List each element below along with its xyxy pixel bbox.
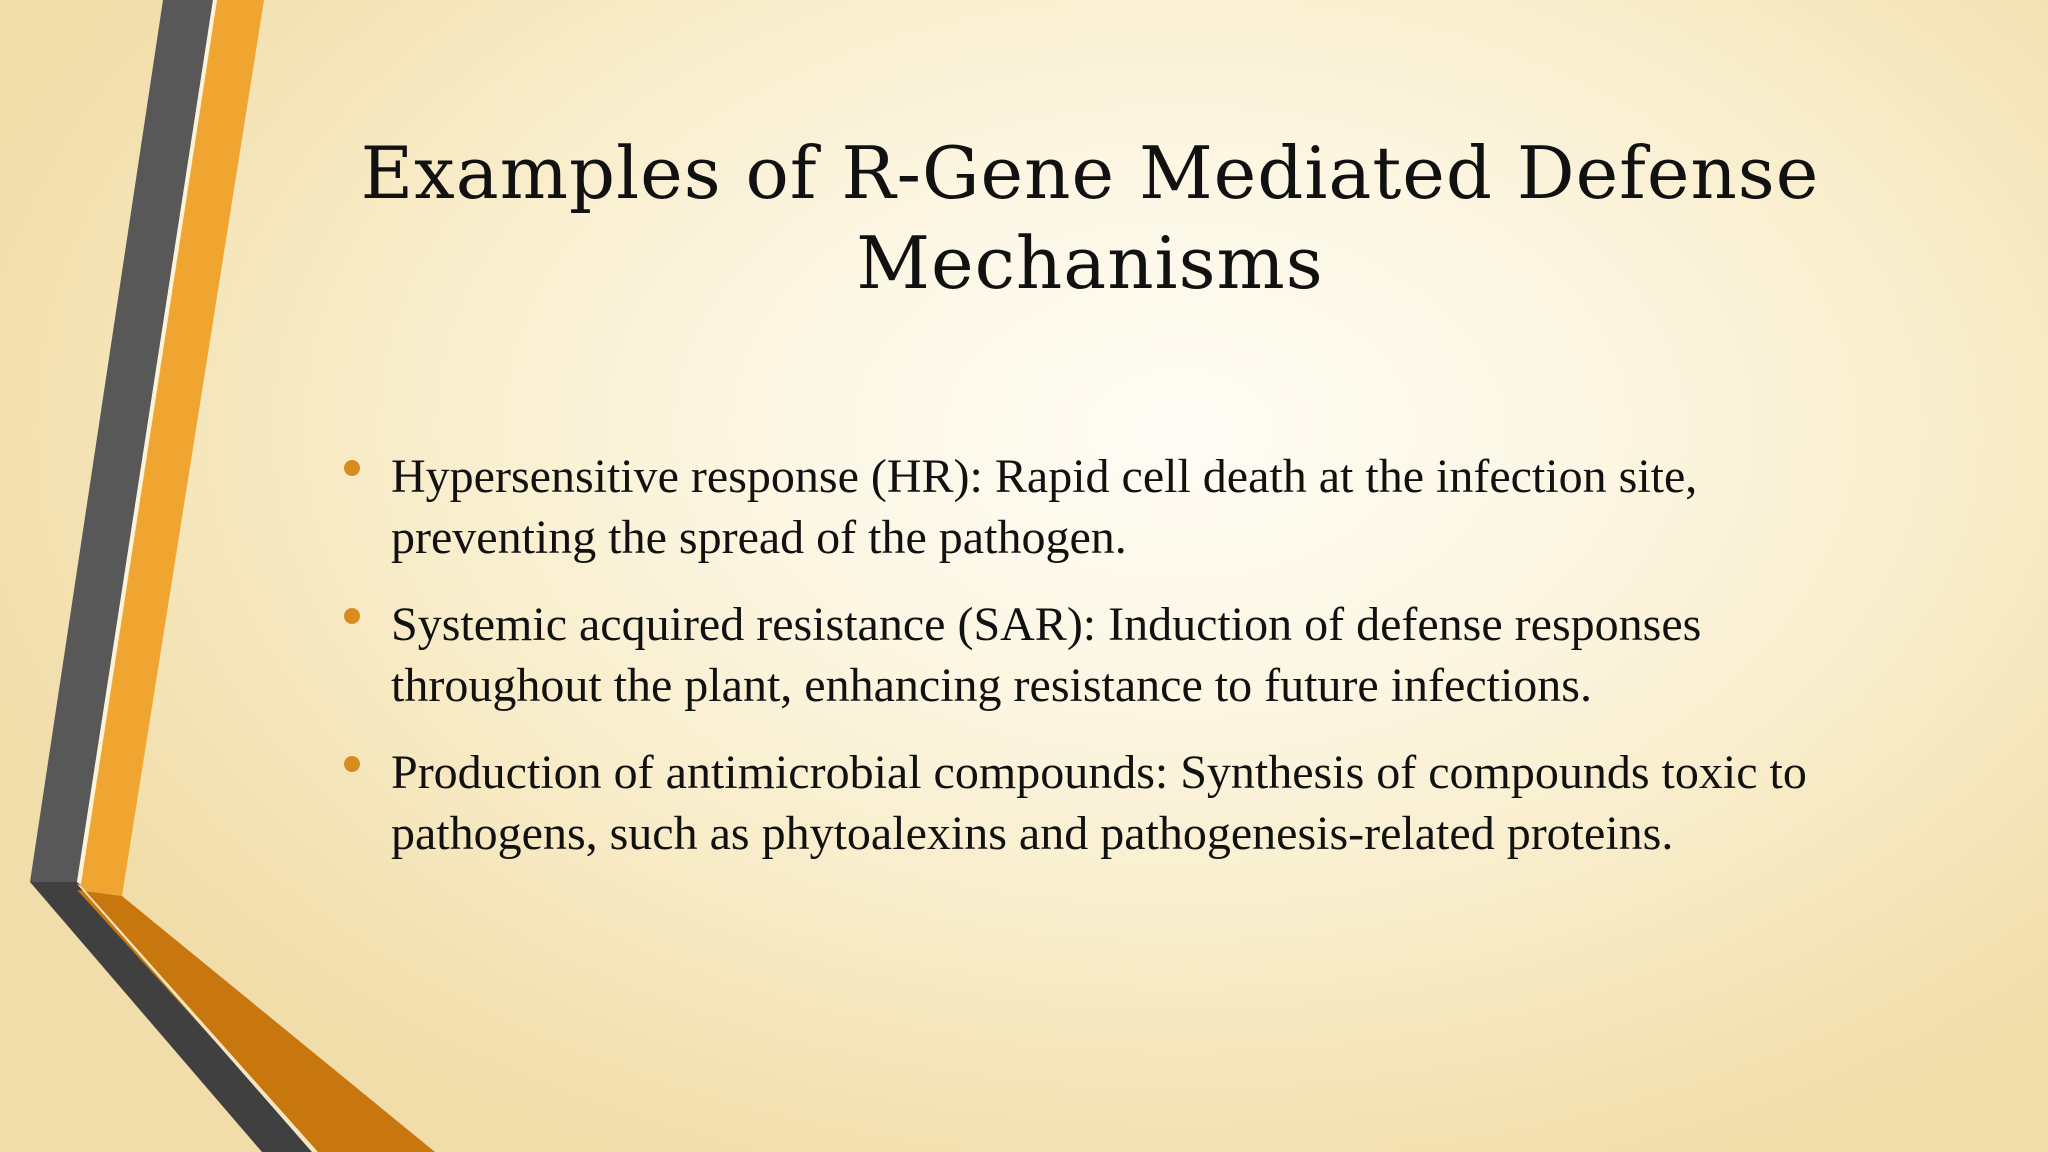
bullet-dot-icon [344,756,360,772]
slide-title-line-2: Mechanisms [856,221,1324,305]
diagonal-separator [77,884,318,1152]
bullet-item-hypersensitive-response [344,446,1824,568]
bullet-text: Hypersensitive response (HR): Rapid cell death at the infection site, preventing the spread of the pathogen. [391,450,1698,564]
bullet-dot-icon [344,460,360,476]
slide-title-line-1: Examples of R-Gene Mediated Defense [360,131,1820,215]
bullet-item-systemic-acquired-resistance [344,594,1824,716]
bullet-item-antimicrobial-compounds [344,742,1824,864]
slide-title [340,128,1840,308]
bullet-dot-icon [344,608,360,624]
bullet-list [344,446,1824,890]
bullet-text: Production of antimicrobial compounds: Synthesis of compounds toxic to pathogens, such as phytoalexins and pathogenesis-related proteins. [391,746,1807,860]
bullet-text: Systemic acquired resistance (SAR): Induction of defense responses throughout the plant, enhancing resistance to future infections. [391,598,1702,712]
